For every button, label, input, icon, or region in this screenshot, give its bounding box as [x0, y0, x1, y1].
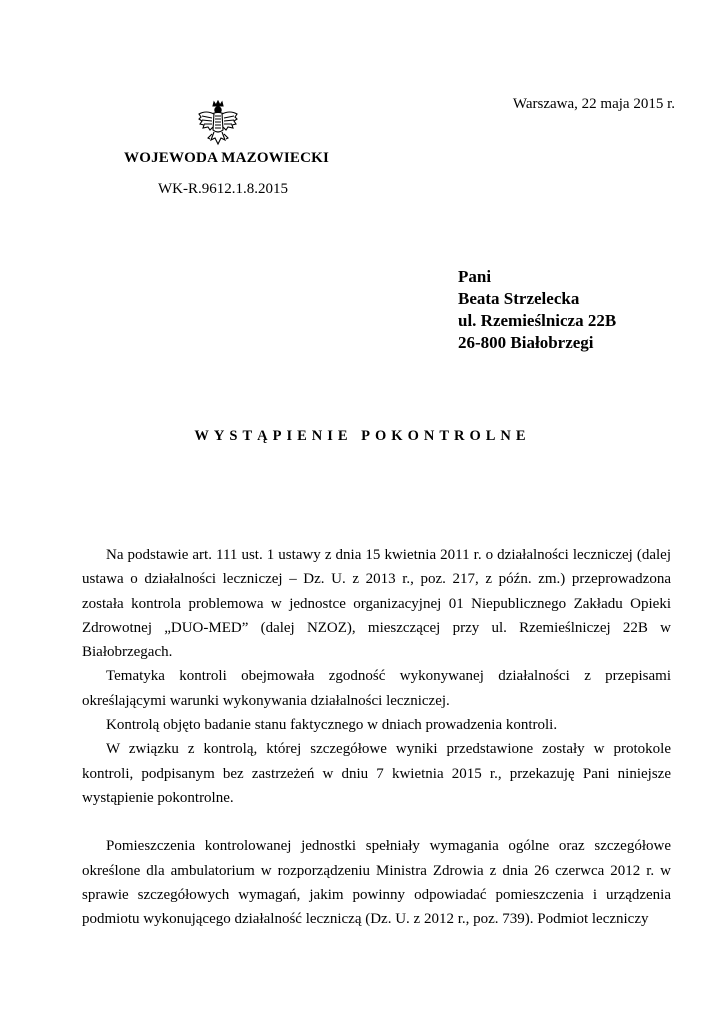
document-body: [82, 543, 671, 931]
document-title: WYSTĄPIENIE POKONTROLNE: [194, 428, 531, 444]
body-paragraph: Tematyka kontroli obejmowała zgodność wykonywanej działalności z przepisami określającymi warunki wykonywania działalności leczniczej.: [82, 668, 671, 709]
polish-eagle-emblem-icon: [196, 100, 240, 150]
body-paragraph: Na podstawie art. 111 ust. 1 ustawy z dnia 15 kwietnia 2011 r. o działalności leczniczej (dalej ustawa o działalności leczniczej – Dz. U. z 2013 r., poz. 217, z późn. zm.) przeprowadzona została kontrola problemowa w jednostce organizacyjnej 01 Niepublicznego Zakładu Opieki Zdrowotnej „DUO-MED” (dalej NZOZ), mieszczącej przy ul. Rzemieślniczej 22B w Białobrzegach.: [82, 547, 671, 661]
body-paragraph: W związku z kontrolą, której szczegółowe wyniki przedstawione zostały w protokole kontroli, podpisanym bez zastrzeżeń w dniu 7 kwietnia 2015 r., przekazuję Pani niniejsze wystąpienie pokontrolne.: [82, 741, 671, 806]
body-paragraph: Kontrolą objęto badanie stanu faktycznego w dniach prowadzenia kontroli.: [106, 717, 558, 734]
issuing-authority: WOJEWODA MAZOWIECKI: [124, 150, 330, 166]
body-paragraph: Pomieszczenia kontrolowanej jednostki spełniały wymagania ogólne oraz szczegółowe określone dla ambulatorium w rozporządzeniu Ministra Zdrowia z dnia 26 czerwca 2012 r. w sprawie szczegółowych wymagań, jakim powinny odpowiadać pomieszczenia i urządzenia podmiotu wykonującego działalność leczniczą (Dz. U. z 2012 r., poz. 739). Podmiot leczniczy: [82, 838, 671, 928]
recipient-address: [458, 266, 616, 354]
recipient-street: ul. Rzemieślnicza 22B: [458, 311, 617, 330]
document-date: Warszawa, 22 maja 2015 r.: [512, 96, 675, 112]
recipient-salutation: Pani: [458, 267, 492, 286]
reference-number: WK-R.9612.1.8.2015: [158, 181, 288, 197]
recipient-name: Beata Strzelecka: [458, 289, 580, 308]
recipient-city: 26-800 Białobrzegi: [458, 333, 594, 352]
